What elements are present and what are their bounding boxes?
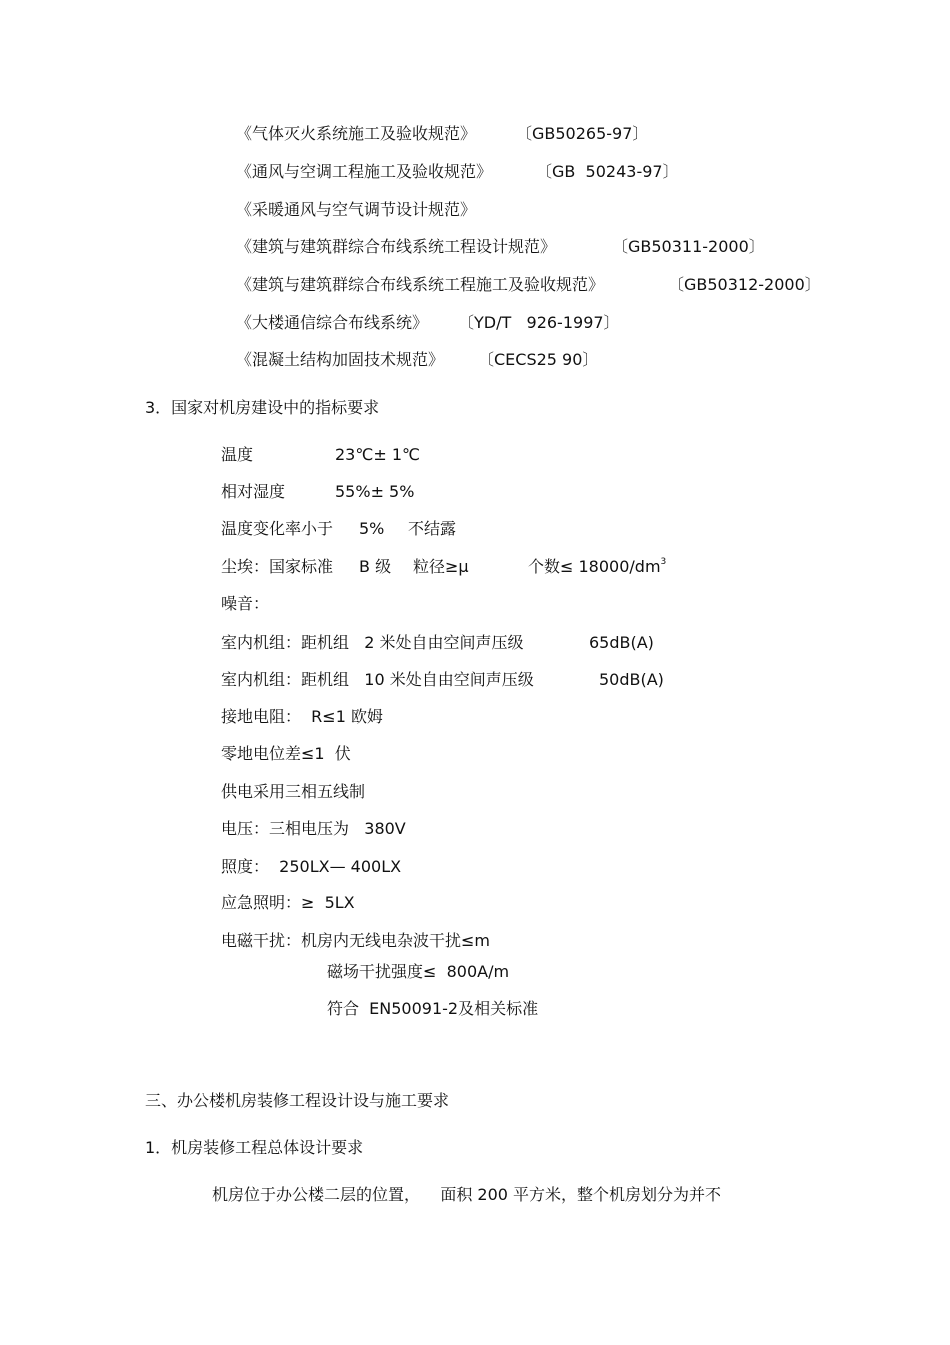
grounding-resistance: 接地电阻： R≤1 欧姆 xyxy=(221,707,383,726)
chapter-3-sub-1: 1．机房装修工程总体设计要求 xyxy=(145,1138,364,1157)
dust-particle: 粒径≥μ xyxy=(413,557,469,576)
dust-count-exponent: 3 xyxy=(660,556,667,567)
temp-change-value: 5% xyxy=(359,519,385,538)
temperature-value: 23℃± 1℃ xyxy=(335,445,420,464)
reference-code-6: 〔YD/T 926-1997〕 xyxy=(458,313,620,332)
reference-code-5: 〔GB50312-2000〕 xyxy=(668,275,821,294)
section-3-heading: 3．国家对机房建设中的指标要求 xyxy=(145,398,380,417)
reference-code-1: 〔GB50265-97〕 xyxy=(516,124,649,143)
reference-title-1: 《气体灭火系统施工及验收规范》 xyxy=(236,124,477,143)
reference-title-6: 《大楼通信综合布线系统》 xyxy=(236,313,429,332)
noise-label: 噪音： xyxy=(221,594,270,613)
emergency-lighting: 应急照明：≥ 5LX xyxy=(221,893,355,912)
reference-title-5: 《建筑与建筑群综合布线系统工程施工及验收规范》 xyxy=(236,275,605,294)
reference-code-4: 〔GB50311-2000〕 xyxy=(612,237,765,256)
reference-title-4: 《建筑与建筑群综合布线系统工程设计规范》 xyxy=(236,237,557,256)
indoor-unit-1-value: 65dB(A) xyxy=(589,633,654,652)
chapter-3-heading: 三、办公楼机房装修工程设计设与施工要求 xyxy=(145,1091,450,1110)
emi-requirement: 电磁干扰：机房内无线电杂波干扰≤m xyxy=(221,931,490,950)
magnetic-interference: 磁场干扰强度≤ 800A/m xyxy=(327,962,510,981)
indoor-unit-2-label: 室内机组：距机组 10 米处自由空间声压级 xyxy=(221,670,534,689)
temp-change-label: 温度变化率小于 xyxy=(221,519,334,538)
humidity-label: 相对湿度 xyxy=(221,482,286,501)
dust-label: 尘埃：国家标准 xyxy=(221,557,334,576)
reference-title-3: 《采暖通风与空气调节设计规范》 xyxy=(236,200,477,219)
body-paragraph: 机房位于办公楼二层的位置， 面积 200 平方米，整个机房划分为并不 xyxy=(212,1185,722,1204)
temperature-label: 温度 xyxy=(221,445,254,464)
reference-code-7: 〔CECS25 90〕 xyxy=(478,350,599,369)
standard-compliance: 符合 EN50091-2及相关标准 xyxy=(327,999,539,1018)
voltage: 电压：三相电压为 380V xyxy=(221,819,406,838)
illuminance: 照度： 250LX— 400LX xyxy=(221,857,402,876)
indoor-unit-2-value: 50dB(A) xyxy=(599,670,664,689)
temp-change-note: 不结露 xyxy=(408,519,457,538)
humidity-value: 55%± 5% xyxy=(335,482,415,501)
zero-ground-potential: 零地电位差≤1 伏 xyxy=(221,744,351,763)
dust-grade: B 级 xyxy=(359,557,392,576)
power-supply: 供电采用三相五线制 xyxy=(221,782,366,801)
dust-count: 个数≤ $18000/dm^3$ xyxy=(528,556,667,576)
reference-title-2: 《通风与空调工程施工及验收规范》 xyxy=(236,162,493,181)
reference-title-7: 《混凝土结构加固技术规范》 xyxy=(236,350,445,369)
reference-code-2: 〔GB 50243-97〕 xyxy=(536,162,679,181)
indoor-unit-1-label: 室内机组：距机组 2 米处自由空间声压级 xyxy=(221,633,524,652)
